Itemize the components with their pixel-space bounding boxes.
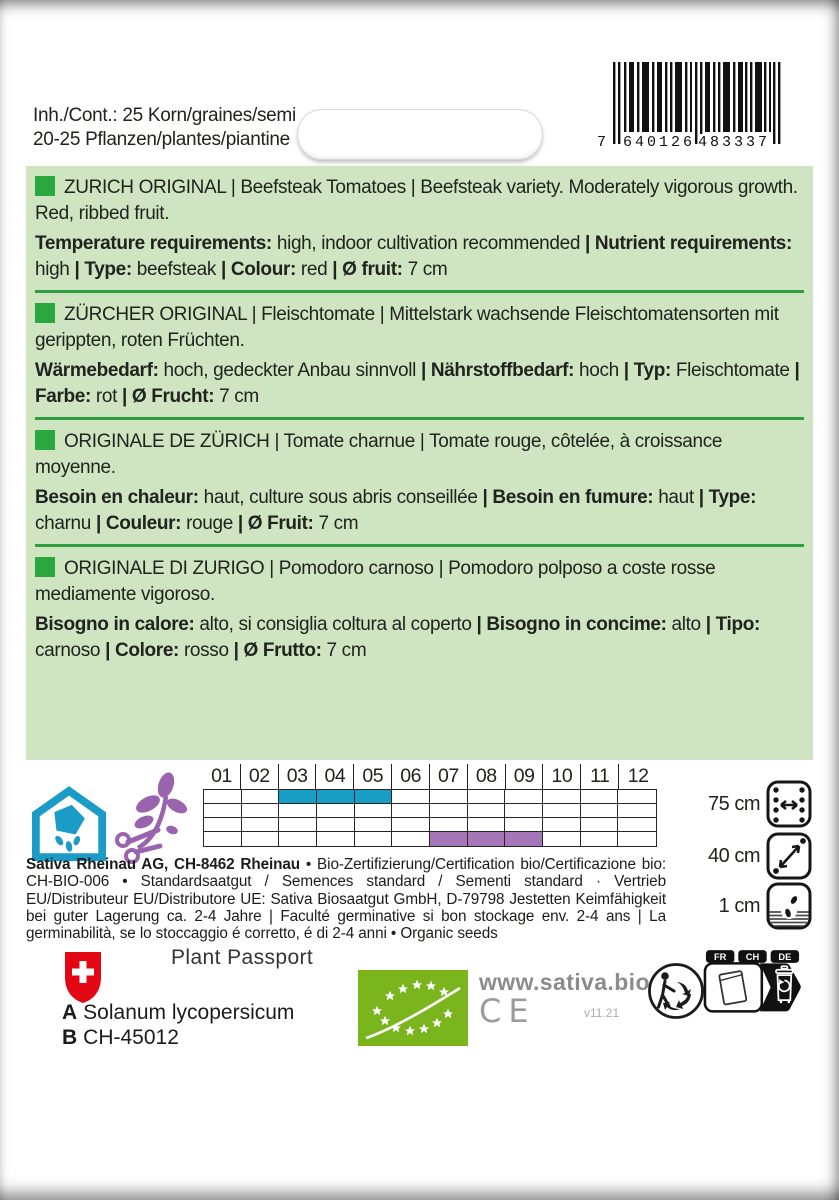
calendar-cell <box>204 818 242 832</box>
calendar-cell <box>581 832 619 846</box>
calendar-cell <box>505 832 543 846</box>
calendar-cell <box>430 832 468 846</box>
hang-hole <box>297 109 543 160</box>
calendar-cell <box>505 790 543 804</box>
swiss-shield-icon <box>64 951 102 1004</box>
calendar-cell <box>430 790 468 804</box>
calendar-cell <box>468 818 506 832</box>
calendar-cell <box>392 818 430 832</box>
month-label: 06 <box>392 764 430 789</box>
calendar-cell <box>581 804 619 818</box>
contents-line-1: Inh./Cont.: 25 Korn/graines/semi <box>33 105 296 126</box>
month-label: 09 <box>506 764 544 789</box>
month-label: 02 <box>241 764 279 789</box>
paper-sachet-icon <box>719 971 746 1005</box>
bin-country-tabs <box>706 950 799 963</box>
variety-title-de: ZÜRCHER ORIGINAL | Fleischtomate | Mittelstark wachsende Fleischtomatensorten mit gerippten, roten Früchten. <box>35 303 779 351</box>
harvest-scissors-icon <box>108 768 190 864</box>
month-label: 07 <box>430 764 468 789</box>
calendar-cell <box>618 804 656 818</box>
triman-recycling-icon <box>646 961 706 1021</box>
ean-barcode <box>597 62 789 158</box>
divider-rule <box>35 290 804 293</box>
month-label: 10 <box>543 764 581 789</box>
month-label: 04 <box>316 764 354 789</box>
calendar-cell <box>279 790 317 804</box>
calendar-cell <box>204 804 242 818</box>
passport-line-a <box>62 1001 294 1025</box>
calendar-cell <box>242 804 280 818</box>
variety-title-en: ZURICH ORIGINAL | Beefsteak Tomatoes | Beefsteak variety. Moderately vigorous growth. Red, ribbed fruit. <box>35 177 798 224</box>
variety-attributes-it: Bisogno in calore: alto, si consiglia coltura al coperto | Bisogno in concime: alto | Tipo: carnoso | Colore: rosso | Ø Frutto: 7 cm <box>35 614 760 661</box>
tab-de: DE <box>778 951 792 962</box>
calendar-cell <box>317 804 355 818</box>
plant-spacing-label: 40 cm <box>708 845 760 867</box>
passport-value-b: CH-45012 <box>83 1026 179 1049</box>
description-block-en <box>35 175 804 282</box>
variety-title-fr: ORIGINALE DE ZÜRICH | Tomate charnue | Tomate rouge, côtelée, à croissance moyenne. <box>35 430 723 478</box>
calendar-cell <box>355 804 393 818</box>
calendar-cell <box>279 818 317 832</box>
calendar-cell <box>543 818 581 832</box>
description-block-it <box>35 556 804 663</box>
description-block-de <box>35 302 804 409</box>
barcode-bars-icon <box>613 62 783 144</box>
variety-attributes-de: Wärmebedarf: hoch, gedeckter Anbau sinnvoll | Nährstoffbedarf: hoch | Typ: Fleischtomate | Farbe: rot | Ø Frucht: 7 cm <box>35 360 800 407</box>
calendar-month-header <box>203 764 657 789</box>
variety-attributes-en: Temperature requirements: high, indoor cultivation recommended | Nutrient requirements: high | Type: beefsteak | Colour: red | Ø fruit: 7 cm <box>35 233 792 280</box>
plant-passport-heading: Plant Passport <box>171 946 314 969</box>
calendar-cell <box>618 832 656 846</box>
calendar-cell <box>355 818 393 832</box>
month-label: 05 <box>354 764 392 789</box>
calendar-cell <box>543 832 581 846</box>
calendar-cell <box>317 790 355 804</box>
calendar-cell <box>242 790 280 804</box>
calendar-cell <box>468 804 506 818</box>
calendar-cell <box>355 790 393 804</box>
divider-rule <box>35 417 804 420</box>
calendar-cell <box>618 818 656 832</box>
disposal-sorting-label <box>703 950 803 1013</box>
calendar-cell <box>317 832 355 846</box>
barcode-digits-left: 640126 <box>623 134 696 151</box>
passport-line-b <box>62 1026 179 1050</box>
calendar-cell <box>468 832 506 846</box>
calendar-cell <box>279 832 317 846</box>
row-spacing-icon <box>766 780 812 828</box>
website-url: www.sativa.bio <box>479 969 650 995</box>
calendar-cell <box>581 818 619 832</box>
calendar-grid <box>203 789 657 847</box>
passport-label-b: B <box>62 1026 78 1049</box>
calendar-cell <box>505 818 543 832</box>
calendar-cell <box>468 790 506 804</box>
calendar-cell <box>618 790 656 804</box>
month-label: 03 <box>279 764 317 789</box>
variety-description-panel <box>26 166 813 760</box>
calendar-cell <box>204 832 242 846</box>
calendar-cell <box>392 832 430 846</box>
tab-ch: CH <box>745 951 760 962</box>
description-block-fr <box>35 429 804 536</box>
barcode-digits-right: 483337 <box>698 134 771 151</box>
bullet-square-icon <box>35 303 55 323</box>
calendar-cell <box>543 790 581 804</box>
month-label: 01 <box>203 764 241 789</box>
calendar-cell <box>543 804 581 818</box>
contents-info <box>33 104 296 151</box>
tab-fr: FR <box>713 951 727 962</box>
calendar-cell <box>242 832 280 846</box>
variety-attributes-fr: Besoin en chaleur: haut, culture sous abris conseillée | Besoin en fumure: haut | Type: charnu | Couleur: rouge | Ø Fruit: 7 cm <box>35 487 757 534</box>
sowing-depth-icon <box>766 882 812 930</box>
company-certification-text: Sativa Rheinau AG, CH-8462 Rheinau • Bio-Zertifizierung/Certification bio/Certificazione bio: CH-BIO-006 • Standardsaatgut / Semences standard / Sementi standard · Vertrieb EU/Distributeur EU/Distributore UE: Sativa Biosaatgut GmbH, D-79798 Jestetten Keimfähigkeit bei guter Lagerung ca. 2-4 Jahre | Faculté germinative si bon stockage env. 2-4 ans | La germinabilità, se lo stoccaggio é corretto, é di 2-4 anni • Organic seeds <box>26 856 666 943</box>
month-label: 08 <box>468 764 506 789</box>
calendar-cell <box>355 832 393 846</box>
calendar-cell <box>204 790 242 804</box>
month-label: 11 <box>581 764 619 789</box>
plant-spacing-icon <box>766 832 812 880</box>
ce-mark: CE <box>479 992 536 1030</box>
row-spacing-label: 75 cm <box>708 793 760 815</box>
eu-organic-logo <box>358 970 468 1046</box>
month-label: 12 <box>627 765 649 787</box>
calendar-cell <box>581 790 619 804</box>
bullet-square-icon <box>35 430 55 450</box>
bullet-square-icon <box>35 176 55 196</box>
calendar-cell <box>279 804 317 818</box>
calendar-cell <box>430 818 468 832</box>
calendar-cell <box>317 818 355 832</box>
version-label: v11.21 <box>584 1006 620 1020</box>
barcode-lead-digit: 7 <box>597 134 607 151</box>
variety-title-it: ORIGINALE DI ZURIGO | Pomodoro carnoso | Pomodoro polposo a coste rosse mediamente vigoroso. <box>35 557 716 605</box>
calendar-cell <box>392 804 430 818</box>
calendar-cell <box>430 804 468 818</box>
calendar-cell <box>505 804 543 818</box>
sowing-depth-label: 1 cm <box>718 895 760 917</box>
calendar-cell <box>242 818 280 832</box>
contents-line-2: 20-25 Pflanzen/plantes/piantine <box>33 128 290 150</box>
passport-value-a: Solanum lycopersicum <box>83 1001 295 1024</box>
greenhouse-sowing-icon <box>30 786 108 864</box>
calendar-cell <box>392 790 430 804</box>
divider-rule <box>35 544 804 547</box>
bullet-square-icon <box>35 557 55 577</box>
passport-label-a: A <box>62 1001 78 1024</box>
